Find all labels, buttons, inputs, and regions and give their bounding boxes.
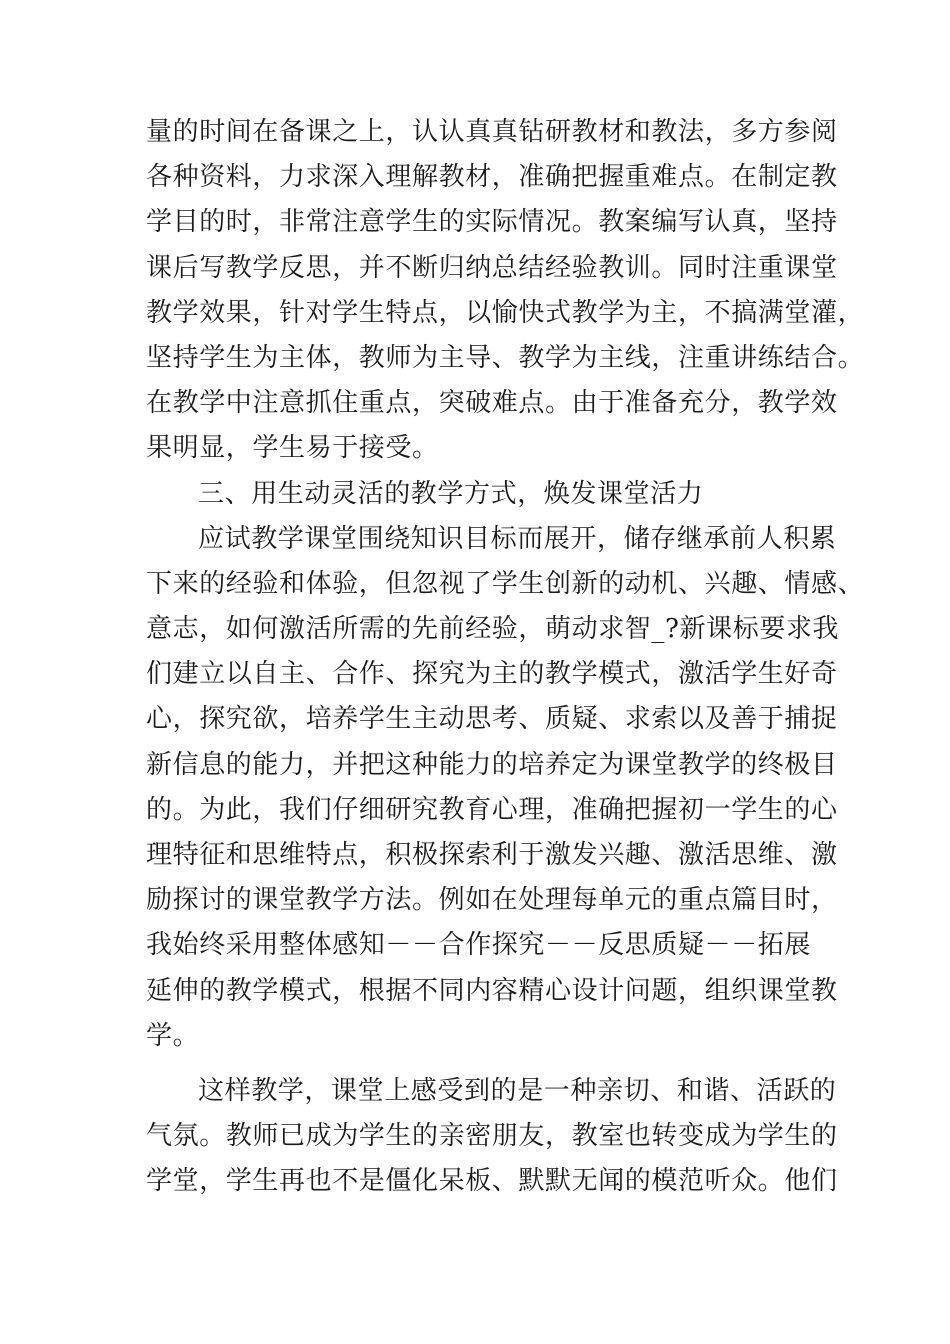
paragraph-line: 新信息的能力，并把这种能力的培养定为课堂教学的终极目 (146, 749, 838, 780)
paragraph-line: 意志，如何激活所需的先前经验，萌动求智_?新课标要求我 (146, 614, 840, 645)
paragraph-line: 气氛。教师已成为学生的亲密朋友，教室也转变成为学生的 (146, 1121, 838, 1152)
paragraph-line: 的。为此，我们仔细研究教育心理，准确把握初一学生的心 (146, 794, 838, 825)
paragraph-line: 励探讨的课堂教学方法。例如在处理每单元的重点篇目时， (146, 885, 838, 916)
paragraph-line: 延伸的教学模式，根据不同内容精心设计问题，组织课堂教 (146, 975, 838, 1006)
paragraph-line: 们建立以自主、合作、探究为主的教学模式，激活学生好奇 (146, 659, 838, 690)
paragraph-line: 量的时间在备课之上，认认真真钻研教材和教法，多方参阅 (146, 117, 838, 147)
paragraph-line: 下来的经验和体验，但忽视了学生创新的动机、兴趣、情感、 (146, 568, 865, 599)
paragraph-line: 教学效果，针对学生特点，以愉快式教学为主，不搞满堂灌， (146, 297, 865, 328)
paragraph-line: 这样教学，课堂上感受到的是一种亲切、和谐、活跃的 (198, 1075, 837, 1106)
paragraph-line: 坚持学生为主体，教师为主导、教学为主线，注重讲练结合。 (146, 342, 865, 373)
paragraph-line: 心，探究欲，培养学生主动思考、质疑、求索以及善于捕捉 (146, 704, 838, 735)
paragraph-line: 学目的时，非常注意学生的实际情况。教案编写认真，坚持 (146, 207, 838, 238)
paragraph-line: 应试教学课堂围绕知识目标而展开，储存继承前人积累 (198, 523, 837, 554)
paragraph-line: 在教学中注意抓住重点，突破难点。由于准备充分，教学效 (146, 388, 838, 419)
paragraph-line: 学堂，学生再也不是僵化呆板、默默无闻的模范听众。他们 (146, 1166, 838, 1197)
paragraph-line: 学。 (146, 1020, 200, 1051)
document-body (146, 110, 865, 1205)
paragraph-line: 我始终采用整体感知－－合作探究－－反思质疑－－拓展 (146, 930, 812, 961)
paragraph-line: 各种资料，力求深入理解教材，准确把握重难点。在制定教 (146, 162, 838, 193)
section-heading: 三、用生动灵活的教学方式，焕发课堂活力 (198, 478, 704, 509)
paragraph-line: 课后写教学反思，并不断归纳总结经验教训。同时注重课堂 (146, 252, 838, 283)
paragraph-line: 果明显，学生易于接受。 (146, 433, 439, 464)
paragraph-line: 理特征和思维特点，积极探索利于激发兴趣、激活思维、激 (146, 840, 838, 870)
